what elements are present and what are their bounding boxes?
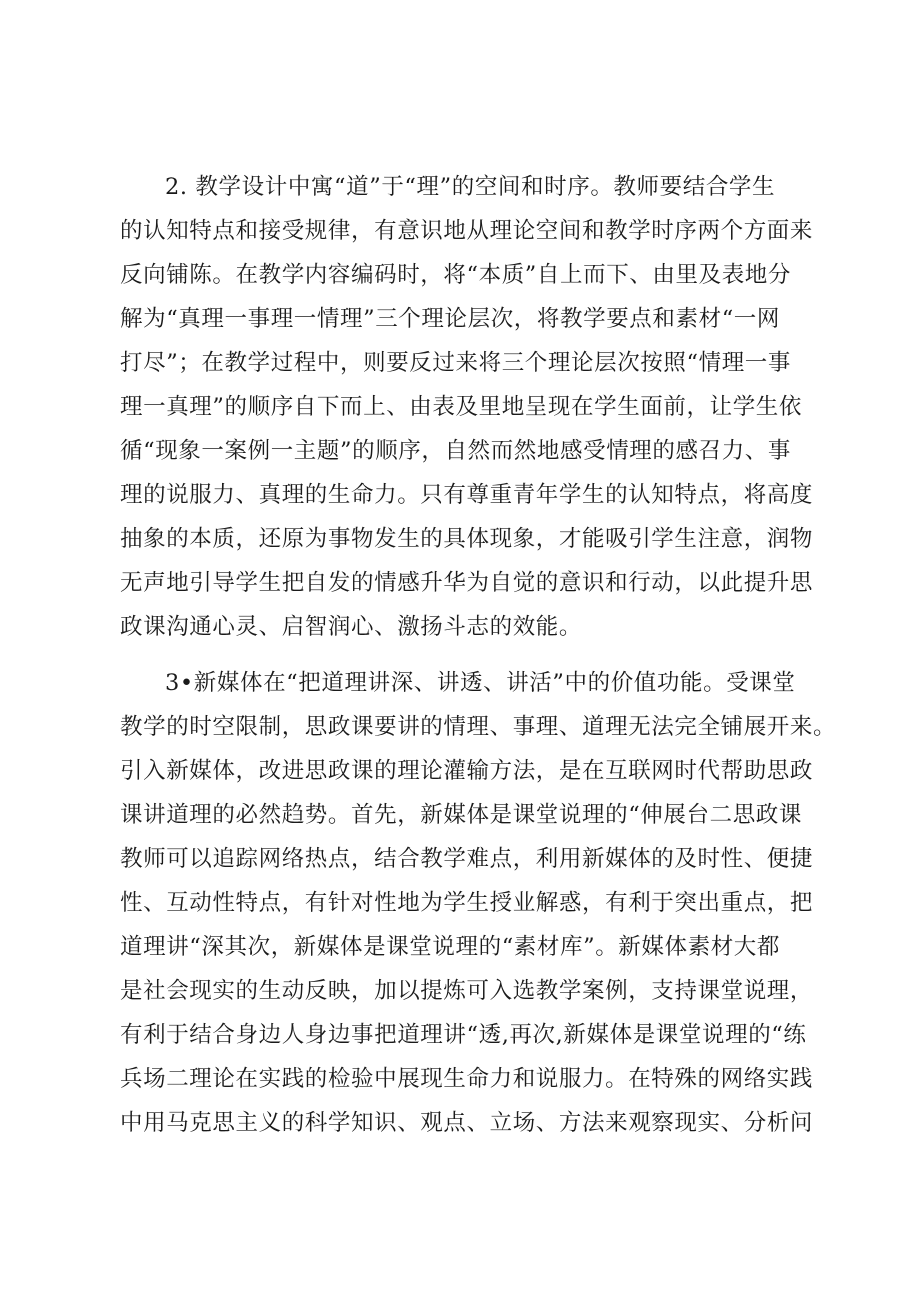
text-line: 教学的时空限制，思政课要讲的情理、事理、道理无法完全铺展开来。	[120, 714, 837, 740]
text-line: 引入新媒体，改进思政课的理论灌输方法，是在互联网时代帮助思政	[120, 758, 814, 784]
text-line: 解为“真理一事理一情理”三个理论层次，将教学要点和素材“一网	[120, 306, 781, 332]
text-line: 2. 教学设计中寓“道”于“理”的空间和时序。教师要结合学生	[165, 174, 776, 200]
text-line: 理一真理”的顺序自下而上、由表及里地呈现在学生面前，让学生依	[120, 394, 803, 420]
text-line: 性、互动性特点，有针对性地为学生授业解惑，有利于突出重点，把	[120, 890, 814, 916]
text-line: 有利于结合身边人身边事把道理讲“透,再次,新媒体是课堂说理的“练	[120, 1022, 807, 1048]
text-line: 无声地引导学生把自发的情感升华为自觉的意识和行动，以此提升思	[120, 570, 814, 596]
text-line: 兵场二理论在实践的检验中展现生命力和说服力。在特殊的网络实践	[120, 1066, 814, 1092]
text-line: 理的说服力、真理的生命力。只有尊重青年学生的认知特点，将高度	[120, 482, 814, 508]
text-line: 3•新媒体在“把道理讲深、讲透、讲活”中的价值功能。受课堂	[165, 670, 796, 696]
text-line: 反向铺陈。在教学内容编码时，将“本质”自上而下、由里及表地分	[120, 262, 792, 288]
text-line: 课讲道理的必然趋势。首先，新媒体是课堂说理的“伸展台二思政课	[120, 802, 803, 828]
text-line: 教师可以追踪网络热点，结合教学难点，利用新媒体的及时性、便捷	[120, 846, 814, 872]
text-line: 道理讲“深其次，新媒体是课堂说理的“素材库”。新媒体素材大都	[120, 934, 781, 960]
text-line: 打尽”；在教学过程中，则要反过来将三个理论层次按照“情理一事	[120, 350, 792, 376]
text-line: 循“现象一案例一主题”的顺序，自然而然地感受情理的感召力、事	[120, 438, 792, 464]
text-line: 政课沟通心灵、启智润心、激扬斗志的效能。	[120, 614, 583, 640]
text-line: 是社会现实的生动反映，加以提炼可入选教学案例，支持课堂说理，	[120, 978, 814, 1004]
text-line: 抽象的本质，还原为事物发生的具体现象，才能吸引学生注意，润物	[120, 526, 814, 552]
text-line: 中用马克思主义的科学知识、观点、立场、方法来观察现实、分析问	[120, 1110, 814, 1136]
text-line: 的认知特点和接受规律，有意识地从理论空间和教学时序两个方面来	[120, 218, 814, 244]
